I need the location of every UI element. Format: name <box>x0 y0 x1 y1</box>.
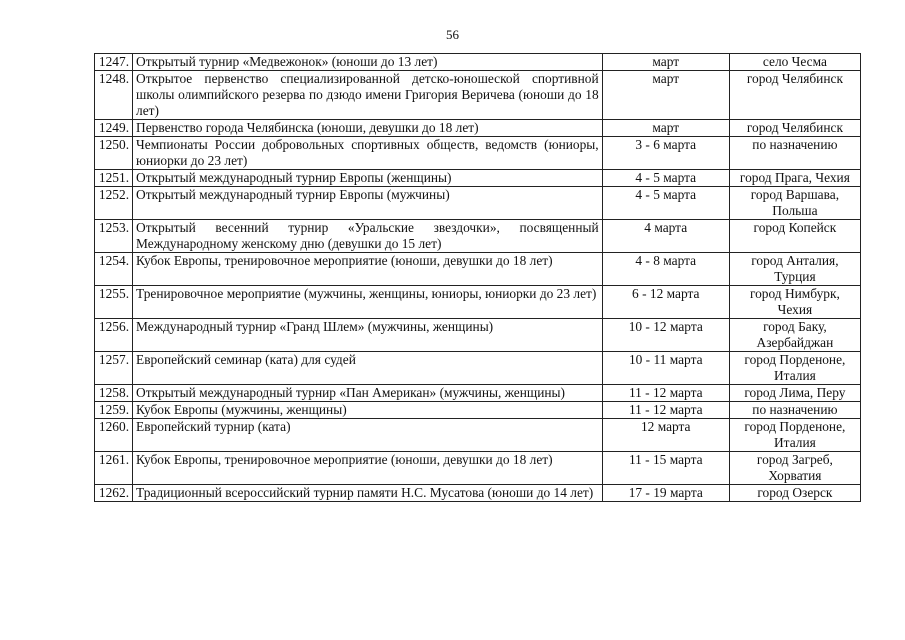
row-number-cell: 1250. <box>95 137 133 170</box>
event-place-cell: город Загреб, Хорватия <box>729 452 860 485</box>
event-date-cell: 4 - 5 марта <box>602 187 729 220</box>
row-number-cell: 1255. <box>95 286 133 319</box>
event-place-cell: город Копейск <box>729 220 860 253</box>
event-place-cell: город Баку, Азербайджан <box>729 319 860 352</box>
row-number-cell: 1257. <box>95 352 133 385</box>
table-row <box>95 452 861 485</box>
table-row <box>95 120 861 137</box>
event-date-cell: 4 - 5 марта <box>602 170 729 187</box>
event-place-cell: город Озерск <box>729 485 860 502</box>
table-row <box>95 187 861 220</box>
row-number-cell: 1252. <box>95 187 133 220</box>
event-place-cell: город Лима, Перу <box>729 385 860 402</box>
row-number-cell: 1256. <box>95 319 133 352</box>
event-place-cell: село Чесма <box>729 54 860 71</box>
event-name-cell: Традиционный всероссийский турнир памяти Н.С. Мусатова (юноши до 14 лет) <box>133 485 603 502</box>
row-number-cell: 1248. <box>95 71 133 120</box>
event-place-cell: город Порденоне, Италия <box>729 419 860 452</box>
event-place-cell: по назначению <box>729 402 860 419</box>
event-date-cell: 3 - 6 марта <box>602 137 729 170</box>
table-row <box>95 402 861 419</box>
table-row <box>95 419 861 452</box>
event-date-cell: 4 марта <box>602 220 729 253</box>
event-name-cell: Кубок Европы, тренировочное мероприятие (юноши, девушки до 18 лет) <box>133 452 603 485</box>
row-number-cell: 1251. <box>95 170 133 187</box>
event-date-cell: 11 - 12 марта <box>602 385 729 402</box>
event-date-cell: 11 - 15 марта <box>602 452 729 485</box>
row-number-cell: 1249. <box>95 120 133 137</box>
table-row <box>95 385 861 402</box>
event-name-cell: Чемпионаты России добровольных спортивных обществ, ведомств (юниоры, юниорки до 23 лет) <box>133 137 603 170</box>
table-row <box>95 485 861 502</box>
row-number-cell: 1260. <box>95 419 133 452</box>
event-date-cell: 4 - 8 марта <box>602 253 729 286</box>
event-date-cell: 10 - 12 марта <box>602 319 729 352</box>
event-place-cell: по назначению <box>729 137 860 170</box>
row-number-cell: 1258. <box>95 385 133 402</box>
event-name-cell: Тренировочное мероприятие (мужчины, женщины, юниоры, юниорки до 23 лет) <box>133 286 603 319</box>
event-date-cell: март <box>602 54 729 71</box>
row-number-cell: 1262. <box>95 485 133 502</box>
events-table-body <box>95 54 861 502</box>
event-place-cell: город Челябинск <box>729 120 860 137</box>
table-row <box>95 54 861 71</box>
event-place-cell: город Варшава, Польша <box>729 187 860 220</box>
event-name-cell: Открытый международный турнир «Пан Американ» (мужчины, женщины) <box>133 385 603 402</box>
table-row <box>95 319 861 352</box>
row-number-cell: 1261. <box>95 452 133 485</box>
event-place-cell: город Челябинск <box>729 71 860 120</box>
table-row <box>95 137 861 170</box>
event-name-cell: Открытое первенство специализированной детско-юношеской спортивной школы олимпийского резерва по дзюдо имени Григория Веричева (юноши до 18 лет) <box>133 71 603 120</box>
event-name-cell: Открытый международный турнир Европы (мужчины) <box>133 187 603 220</box>
event-name-cell: Кубок Европы, тренировочное мероприятие (юноши, девушки до 18 лет) <box>133 253 603 286</box>
table-row <box>95 286 861 319</box>
event-name-cell: Первенство города Челябинска (юноши, девушки до 18 лет) <box>133 120 603 137</box>
event-date-cell: 17 - 19 марта <box>602 485 729 502</box>
event-date-cell: март <box>602 120 729 137</box>
event-date-cell: 11 - 12 марта <box>602 402 729 419</box>
event-place-cell: город Порденоне, Италия <box>729 352 860 385</box>
events-table <box>94 53 861 502</box>
row-number-cell: 1247. <box>95 54 133 71</box>
event-name-cell: Международный турнир «Гранд Шлем» (мужчины, женщины) <box>133 319 603 352</box>
table-row <box>95 220 861 253</box>
row-number-cell: 1253. <box>95 220 133 253</box>
event-name-cell: Открытый турнир «Медвежонок» (юноши до 13 лет) <box>133 54 603 71</box>
row-number-cell: 1259. <box>95 402 133 419</box>
event-date-cell: 10 - 11 марта <box>602 352 729 385</box>
event-place-cell: город Нимбурк, Чехия <box>729 286 860 319</box>
table-row <box>95 253 861 286</box>
event-name-cell: Европейский турнир (ката) <box>133 419 603 452</box>
table-row <box>95 170 861 187</box>
table-row <box>95 71 861 120</box>
event-date-cell: март <box>602 71 729 120</box>
event-name-cell: Кубок Европы (мужчины, женщины) <box>133 402 603 419</box>
page-number: 56 <box>446 27 459 42</box>
event-date-cell: 6 - 12 марта <box>602 286 729 319</box>
event-name-cell: Открытый весенний турнир «Уральские звездочки», посвященный Международному женскому дню (девушки до 15 лет) <box>133 220 603 253</box>
event-place-cell: город Прага, Чехия <box>729 170 860 187</box>
event-name-cell: Европейский семинар (ката) для судей <box>133 352 603 385</box>
event-date-cell: 12 марта <box>602 419 729 452</box>
event-name-cell: Открытый международный турнир Европы (женщины) <box>133 170 603 187</box>
row-number-cell: 1254. <box>95 253 133 286</box>
event-place-cell: город Анталия, Турция <box>729 253 860 286</box>
table-row <box>95 352 861 385</box>
